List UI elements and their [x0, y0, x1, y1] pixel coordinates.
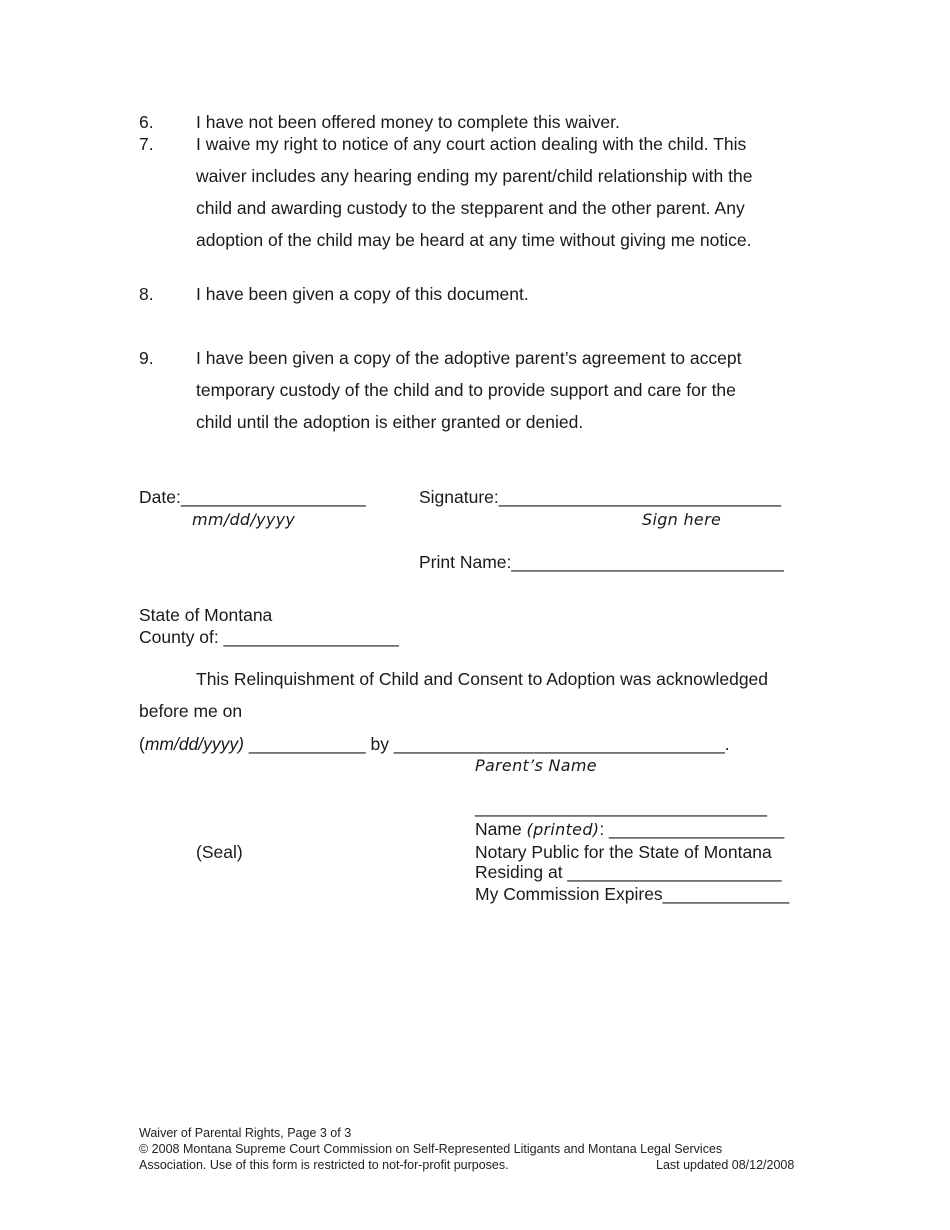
- acknowledgment-line-1: This Relinquishment of Child and Consent to Adoption was acknowledged: [196, 669, 769, 689]
- notary-signature-line[interactable]: ______________________________: [475, 797, 767, 817]
- commission-expires-field[interactable]: My Commission Expires_____________: [475, 884, 790, 904]
- county-field[interactable]: County of: __________________: [139, 627, 399, 647]
- print-name-field[interactable]: Print Name:____________________________: [419, 552, 784, 572]
- item-9-line-2: temporary custody of the child and to provide support and care for the: [196, 380, 736, 400]
- notary-title: Notary Public for the State of Montana: [475, 842, 772, 862]
- sign-here-hint: Sign here: [642, 510, 722, 529]
- date-line-end: ____.: [685, 734, 730, 754]
- item-7-line-4: adoption of the child may be heard at any time without giving me notice.: [196, 230, 752, 250]
- footer-copyright: © 2008 Montana Supreme Court Commission on Self-Represented Litigants and Montana Legal Services: [139, 1142, 723, 1156]
- acknowledgment-line-2: before me on: [139, 701, 243, 721]
- item-8-text: I have been given a copy of this document.: [196, 284, 529, 304]
- notary-name-field[interactable]: [475, 819, 784, 840]
- date-and-parent-blank: ____________ by ______________________________: [244, 734, 686, 754]
- name-blank: : __________________: [599, 819, 785, 839]
- signature-field[interactable]: Signature:_____________________________: [419, 487, 782, 507]
- date-field[interactable]: Date:___________________: [139, 487, 366, 507]
- date-format-hint: mm/dd/yyyy: [192, 510, 296, 529]
- acknowledgment-date-line[interactable]: [139, 734, 730, 755]
- date-prefix: mm/dd/yyyy): [144, 734, 245, 754]
- item-6-text: I have not been offered money to complete this waiver.: [196, 112, 620, 132]
- name-label: Name: [475, 819, 527, 839]
- date-prefix-open: (: [139, 734, 145, 754]
- footer-page-info: Waiver of Parental Rights, Page 3 of 3: [139, 1126, 352, 1140]
- residing-field[interactable]: Residing at ______________________: [475, 862, 782, 882]
- item-7-line-3: child and awarding custody to the stepparent and the other parent. Any: [196, 198, 745, 218]
- item-9-line-1: I have been given a copy of the adoptive parent’s agreement to accept: [196, 348, 742, 368]
- state-line: State of Montana: [139, 605, 273, 625]
- printed-hint: (printed): [526, 820, 600, 839]
- item-7-number: 7.: [139, 134, 154, 154]
- footer-last-updated: Last updated 08/12/2008: [656, 1158, 795, 1172]
- parent-name-hint: Parent’s Name: [475, 756, 597, 775]
- footer-usage: Association. Use of this form is restricted to not-for-profit purposes.: [139, 1158, 509, 1172]
- seal-label: (Seal): [196, 842, 243, 862]
- item-7-line-1: I waive my right to notice of any court action dealing with the child. This: [196, 134, 747, 154]
- item-9-number: 9.: [139, 348, 154, 368]
- item-7-line-2: waiver includes any hearing ending my parent/child relationship with the: [196, 166, 753, 186]
- item-9-line-3: child until the adoption is either granted or denied.: [196, 412, 584, 432]
- item-8-number: 8.: [139, 284, 154, 304]
- item-6-number: 6.: [139, 112, 154, 132]
